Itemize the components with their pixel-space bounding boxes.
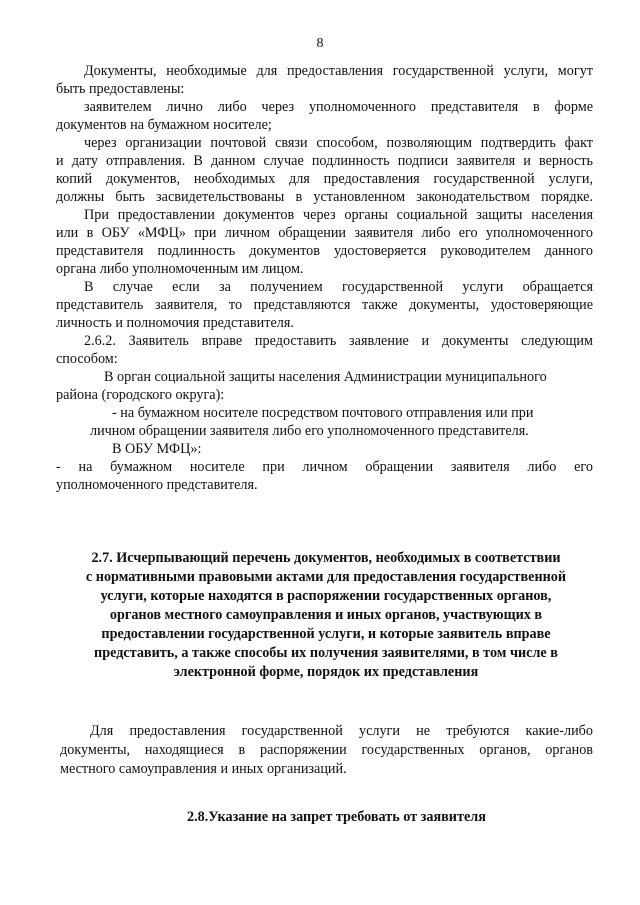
section-heading-line: предоставлении государственной услуги, и которые заявитель вправе	[101, 626, 551, 642]
text-line: через организации почтовой связи способом, позволяющим подтвердить факт	[84, 135, 593, 151]
text-line: или в ОБУ «МФЦ» при личном обращении заявителя либо его уполномоченного	[56, 225, 593, 241]
section-heading-line: электронной форме, порядок их представления	[173, 664, 479, 680]
text-line: органа либо уполномоченным им лицом.	[56, 261, 304, 277]
text-line: района (городского округа):	[56, 387, 225, 403]
text-line: способом:	[56, 351, 118, 367]
text-line: копий документов, необходимых для предоставления государственной услуги,	[56, 171, 593, 187]
text-line: представителя подлинность документов удостоверяется руководителем данного	[56, 243, 593, 259]
text-line: быть предоставлены:	[56, 81, 185, 97]
text-line: уполномоченного представителя.	[56, 477, 258, 493]
text-line: личном обращении заявителя либо его уполномоченного представителя.	[90, 423, 529, 439]
text-line: - на бумажном носителе при личном обращении заявителя либо его	[56, 459, 593, 475]
section-heading: 2.8.Указание на запрет требовать от заявителя	[187, 809, 486, 825]
section-heading-line: с нормативными правовыми актами для предоставления государственной	[85, 569, 567, 585]
text-line: документов на бумажном носителе;	[56, 117, 272, 133]
text-line: Документы, необходимые для предоставления государственной услуги, могут	[84, 63, 593, 79]
text-line: Для предоставления государственной услуги не требуются какие-либо	[90, 723, 593, 739]
text-line: При предоставлении документов через органы социальной защиты населения	[84, 207, 593, 223]
section-heading-line: 2.7. Исчерпывающий перечень документов, необходимых в соответствии	[91, 550, 561, 566]
page-number: 8	[316, 36, 324, 51]
text-line: В случае если за получением государственной услуги обращается	[84, 279, 593, 295]
text-line: должны быть засвидетельствованы в установленном законодательством порядке.	[56, 189, 593, 205]
text-line: личность и полномочия представителя.	[56, 315, 294, 331]
text-line: В ОБУ МФЦ»:	[112, 441, 202, 457]
section-heading-line: представить, а также способы их получения заявителями, в том числе в	[94, 645, 558, 661]
text-line: представитель заявителя, то представляются также документы, удостоверяющие	[56, 297, 593, 313]
text-line: документы, находящиеся в распоряжении государственных органов, органов	[60, 742, 593, 758]
text-line: - на бумажном носителе посредством почтового отправления или при	[112, 405, 534, 421]
text-line: заявителем лично либо через уполномоченного представителя в форме	[84, 99, 593, 115]
text-line: и дату отправления. В данном случае подлинность подписи заявителя и верность	[56, 153, 593, 169]
text-line: местного самоуправления и иных организаций.	[60, 761, 347, 777]
section-heading-line: услуги, которые находятся в распоряжении государственных органов,	[100, 588, 552, 604]
text-line: 2.6.2. Заявитель вправе предоставить заявление и документы следующим	[84, 333, 593, 349]
section-heading-line: органов местного самоуправления и иных органов, участвующих в	[109, 607, 543, 623]
text-line: В орган социальной защиты населения Администрации муниципального	[104, 369, 547, 385]
